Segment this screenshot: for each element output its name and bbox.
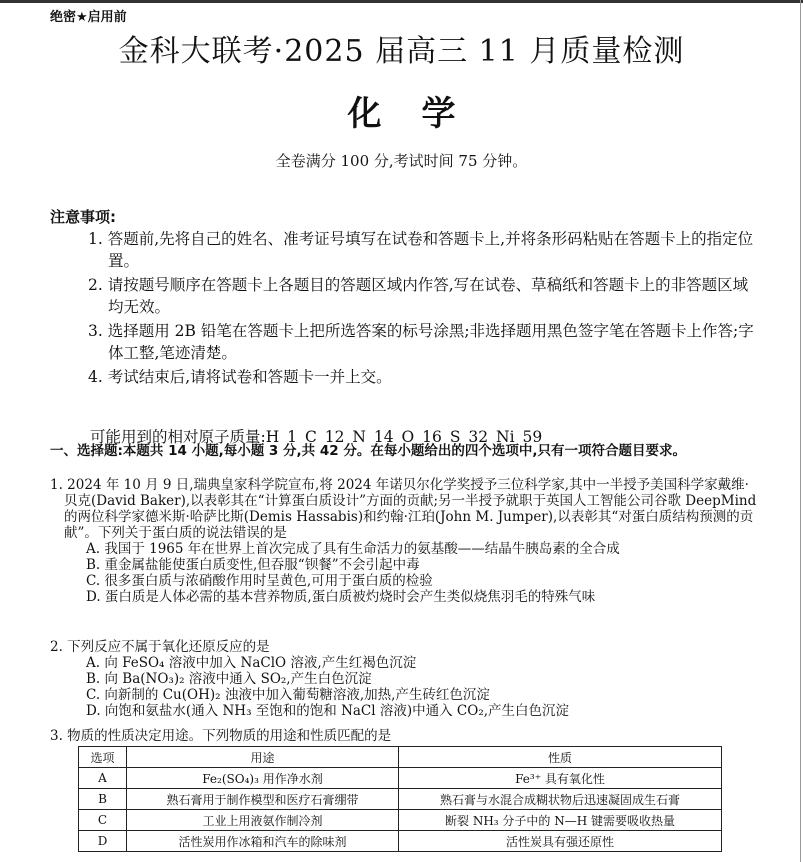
confidential-mark: 绝密★启用前 (50, 10, 127, 25)
table-cell: D (79, 831, 127, 852)
question-stem: 3. 物质的性质决定用途。下列物质的用途和性质匹配的是 (50, 728, 392, 744)
notice-item: 1. 答题前,先将自己的姓名、准考证号填写在试卷和答题卡上,并将条形码粘贴在答题卡上的指定位置。 (88, 230, 754, 270)
question-1 (50, 477, 762, 605)
question-3 (50, 728, 762, 744)
table-cell: 工业上用液氨作制冷剂 (127, 810, 399, 831)
table-row (79, 810, 722, 831)
question-stem: 2. 下列反应不属于氧化还原反应的是 (50, 639, 270, 655)
option-a: A. 我国于 1965 年在世界上首次完成了具有生命活力的氨基酸——结晶牛胰岛素的全合成 (86, 541, 620, 557)
table-cell: C (79, 810, 127, 831)
score-info: 全卷满分 100 分,考试时间 75 分钟。 (275, 152, 528, 170)
option-a: A. 向 FeSO₄ 溶液中加入 NaClO 溶液,产生红褐色沉淀 (86, 655, 417, 671)
table-cell: 熟石膏与水混合成糊状物后迅速凝固成生石膏 (399, 789, 722, 810)
option-b: B. 向 Ba(NO₃)₂ 溶液中通入 SO₂,产生白色沉淀 (86, 671, 372, 687)
question-2 (50, 639, 762, 719)
table-header: 性质 (399, 747, 722, 768)
option-c: C. 很多蛋白质与浓硝酸作用时呈黄色,可用于蛋白质的检验 (86, 573, 433, 589)
subject-title: 化学 (347, 94, 496, 134)
notice-item: 2. 请按题号顺序在答题卡上各题目的答题区域内作答,写在试卷、草稿纸和答题卡上的非答题区域均无效。 (88, 276, 749, 316)
table-row (79, 768, 722, 789)
page-top-border (0, 0, 803, 3)
table-header: 用途 (127, 747, 399, 768)
table-cell: 断裂 NH₃ 分子中的 N—H 键需要吸收热量 (399, 810, 722, 831)
table-row (79, 789, 722, 810)
atomic-masses: 可能用到的相对原子质量:H 1 C 12 N 14 O 16 S 32 Ni 59 (90, 428, 543, 446)
notice-list (88, 228, 760, 390)
notice-item: 4. 考试结束后,请将试卷和答题卡一并上交。 (88, 368, 392, 386)
table-row (79, 831, 722, 852)
table-header: 选项 (79, 747, 127, 768)
option-d: D. 蛋白质是人体必需的基本营养物质,蛋白质被灼烧时会产生类似烧焦羽毛的特殊气味 (86, 589, 596, 605)
table-cell: 活性炭具有强还原性 (399, 831, 722, 852)
property-use-table (78, 746, 722, 852)
table-cell: B (79, 789, 127, 810)
question-stem: 1. 2024 年 10 月 9 日,瑞典皇家科学院宣布,将 2024 年诺贝尔化学奖授予三位科学家,其中一半授予美国科学家戴维·贝克(David Baker),以表彰其在“计算蛋白质设计”方面的贡献;另一半授予就职于英国人工智能公司谷歌 DeepMind 的两位科学家德米斯·哈萨比斯(Demis Hassabis)和约翰·江珀(John M. Jumper),以表彰其“对蛋白质结构预测的贡献”。下列关于蛋白质的说法错误的是 (50, 477, 757, 541)
notice-heading: 注意事项: (50, 208, 116, 226)
table-cell: A (79, 768, 127, 789)
exam-title: 金科大联考·2025 届高三 11 月质量检测 (118, 34, 685, 69)
table-cell: Fe₂(SO₄)₃ 用作净水剂 (127, 768, 399, 789)
table-cell: 活性炭用作冰箱和汽车的除味剂 (127, 831, 399, 852)
table-cell: 熟石膏用于制作模型和医疗石膏绷带 (127, 789, 399, 810)
section-heading: 一、选择题:本题共 14 小题,每小题 3 分,共 42 分。在每小题给出的四个选项中,只有一项符合题目要求。 (50, 443, 686, 459)
option-b: B. 重金属盐能使蛋白质变性,但吞服“钡餐”不会引起中毒 (86, 557, 420, 573)
table-header-row (79, 747, 722, 768)
option-c: C. 向新制的 Cu(OH)₂ 浊液中加入葡萄糖溶液,加热,产生砖红色沉淀 (86, 687, 490, 703)
option-d: D. 向饱和氨盐水(通入 NH₃ 至饱和的饱和 NaCl 溶液)中通入 CO₂,产生白色沉淀 (86, 703, 570, 719)
notice-item: 3. 选择题用 2B 铅笔在答题卡上把所选答案的标号涂黑;非选择题用黑色签字笔在答题卡上作答;字体工整,笔迹清楚。 (88, 322, 754, 362)
table-cell: Fe³⁺ 具有氧化性 (399, 768, 722, 789)
